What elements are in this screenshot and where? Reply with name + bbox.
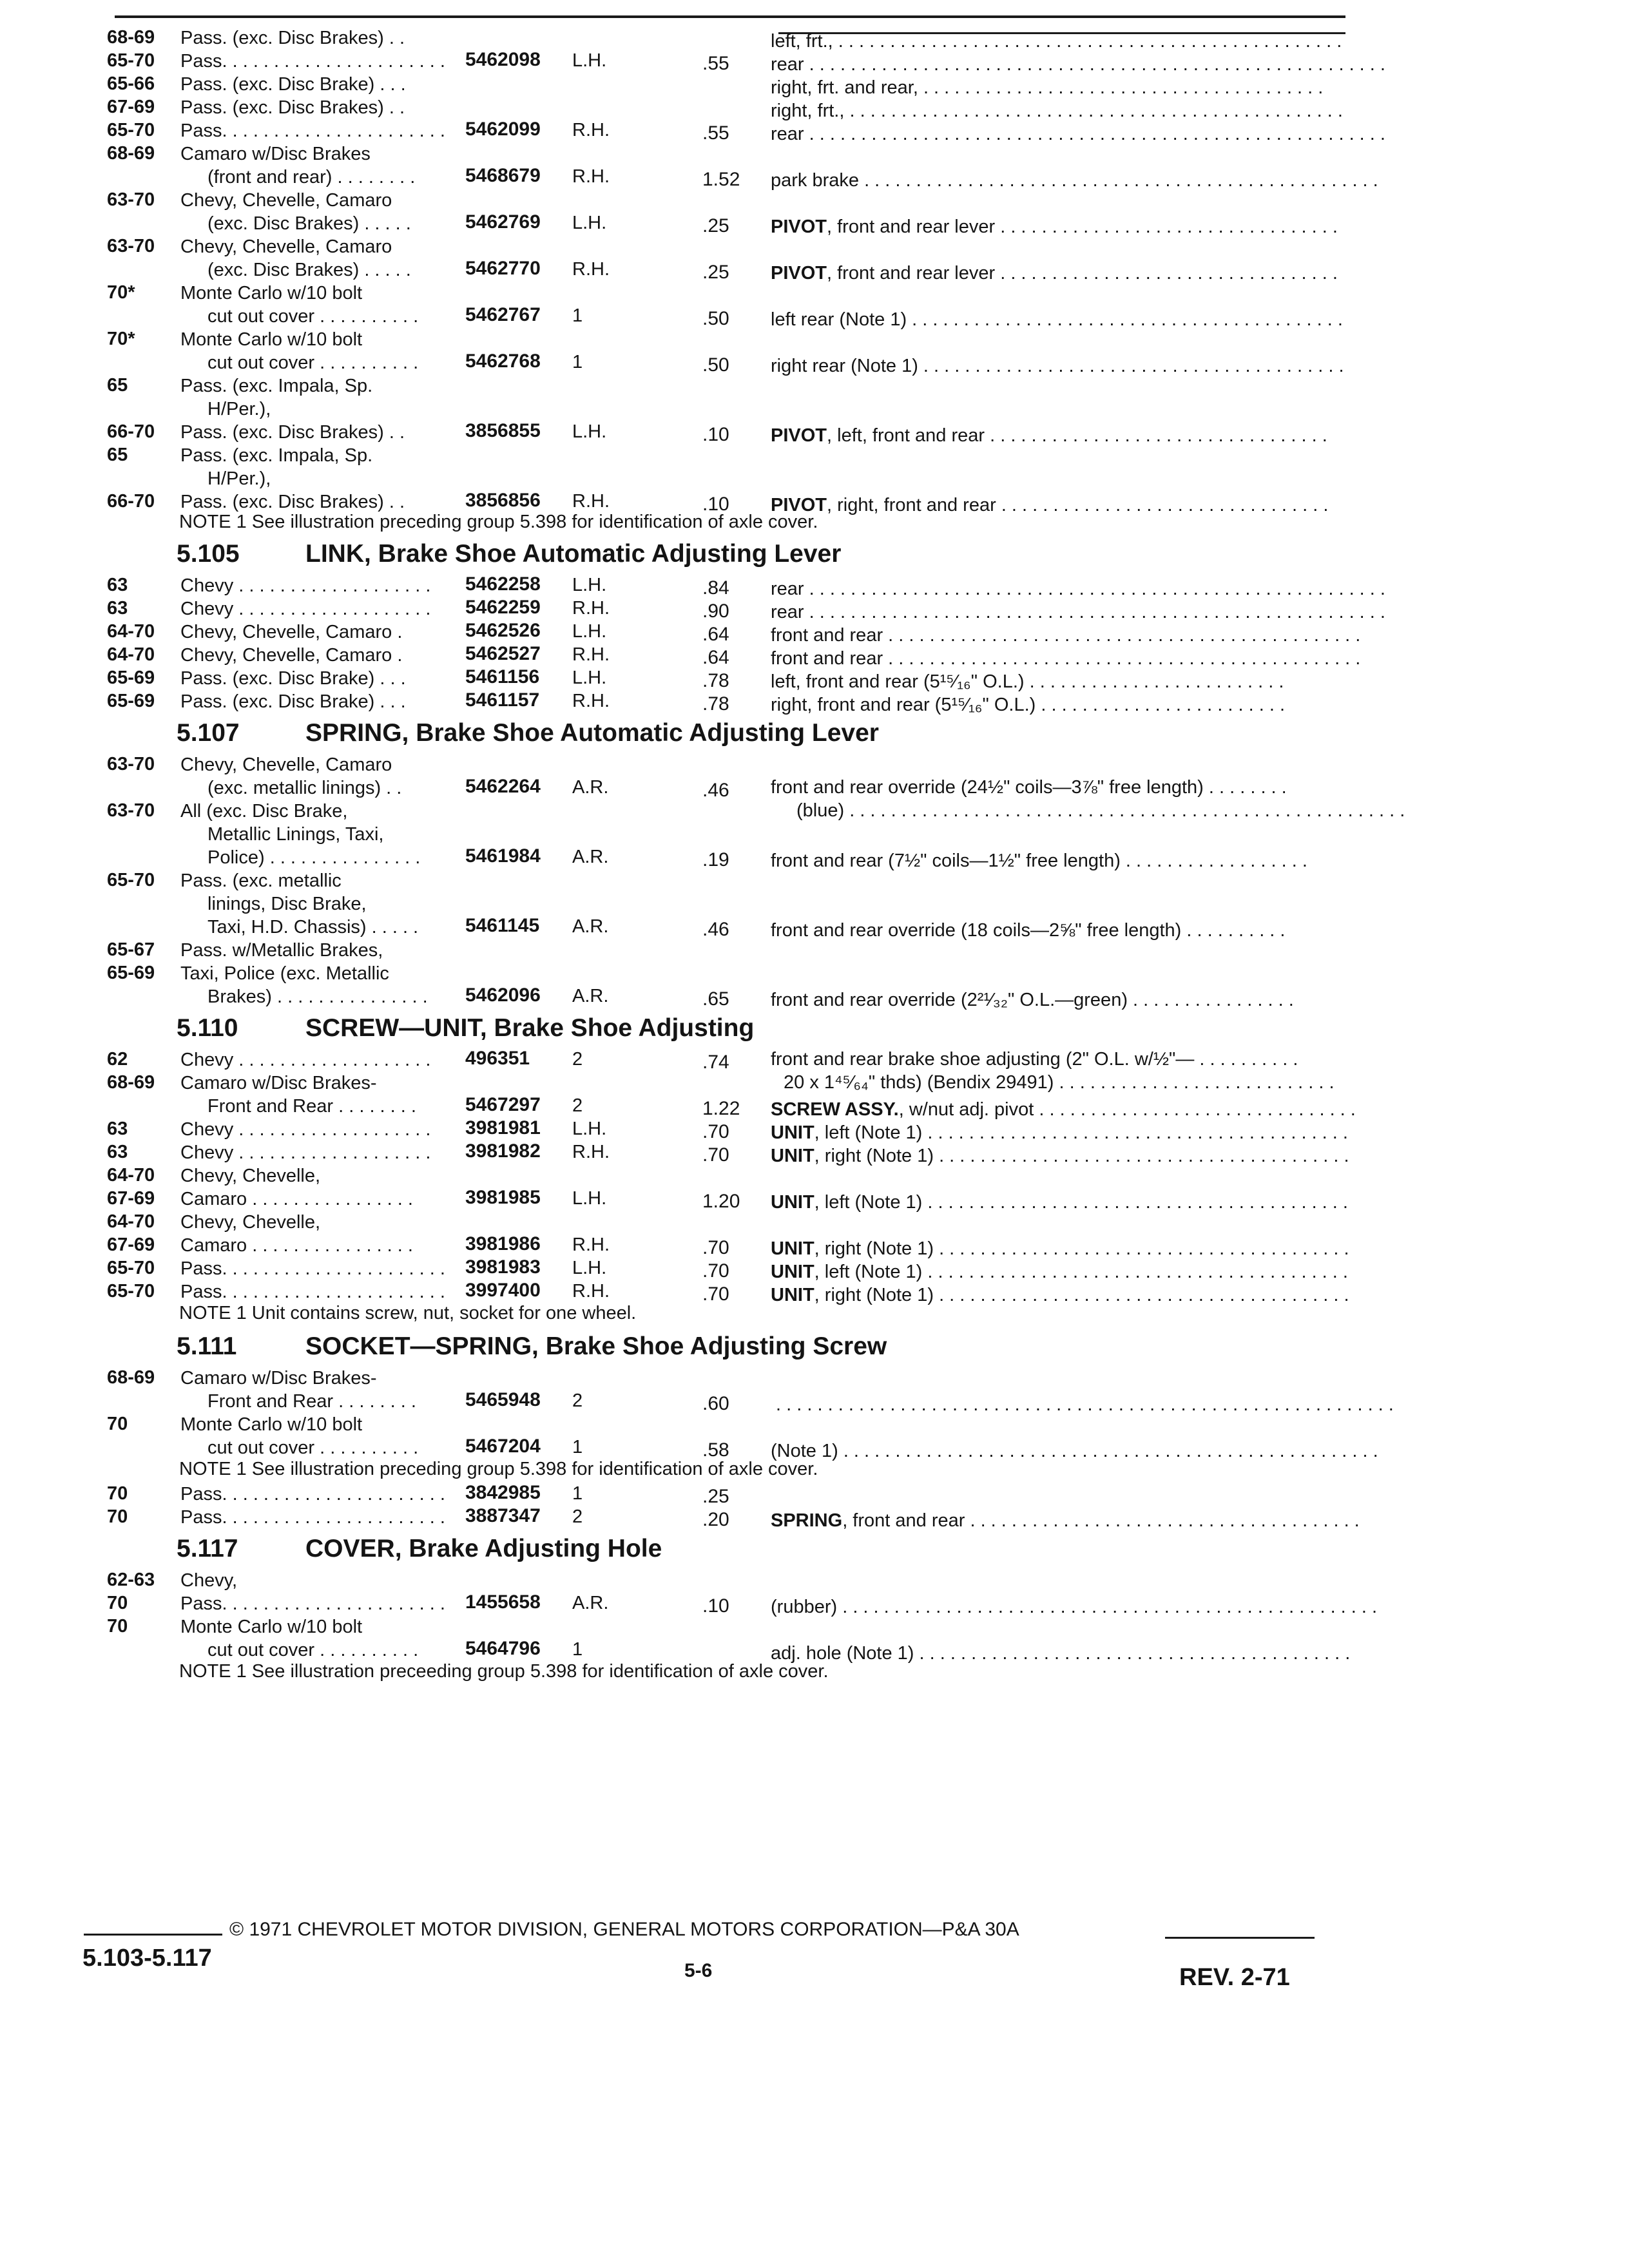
top-row-9-year: 70* [107, 329, 135, 349]
section-2-row-9-desc: Pass. . . . . . . . . . . . . . . . . . . . . . [180, 1282, 445, 1302]
top-row-1-part-number: 5462098 [465, 49, 541, 70]
section-2-row-0-description-right: 20 x 1⁴⁵⁄₆₄" thds) (Bendix 29491) . . . . . . . . . . . . . . . . . . . . . . . . . . . [784, 1072, 1340, 1093]
section-3-row-after-1-price: .20 [702, 1509, 729, 1530]
top-row-7-desc: Chevy, Chevelle, Camaro [180, 236, 392, 257]
section-title: SCREW—UNIT, Brake Shoe Adjusting [305, 1014, 755, 1042]
section-4-row-1-desc: Pass. . . . . . . . . . . . . . . . . . . . . . [180, 1593, 445, 1614]
section-code: 5.117 [177, 1535, 238, 1562]
top-row-10-desc: Pass. (exc. Impala, Sp. [180, 376, 373, 396]
section-2-row-2-price: .70 [702, 1121, 729, 1142]
section-0-row-0-year: 63 [107, 575, 128, 595]
top-row-11-side: L.H. [572, 421, 607, 442]
top-row-9-description-right: right rear (Note 1) . . . . . . . . . . . . . . . . . . . . . . . . . . . . . . . . . . . . . . . . . [771, 356, 1349, 376]
section-2-row-1-price: 1.22 [702, 1098, 740, 1119]
section-0-row-3-description-right: front and rear . . . . . . . . . . . . . . . . . . . . . . . . . . . . . . . . . . . . . . . . . . . . . . [771, 648, 1366, 669]
section-0-row-1-price: .90 [702, 601, 729, 622]
section-3-row-after-0-desc: Pass. . . . . . . . . . . . . . . . . . . . . . [180, 1484, 445, 1504]
section-1-row-2-side: A.R. [572, 916, 609, 937]
section-2-row-5-year: 67-69 [107, 1188, 155, 1209]
section-4-row-1-side: A.R. [572, 1593, 609, 1613]
section-0-row-0-part-number: 5462258 [465, 573, 541, 595]
section-0-row-4-side: L.H. [572, 668, 607, 688]
top-row-3-description-right: right, frt., . . . . . . . . . . . . . . . . . . . . . . . . . . . . . . . . . . . . . . . . . . . . . . . . [771, 101, 1348, 121]
footer-rule-right [1165, 1937, 1315, 1939]
section-2-row-0-year: 62 [107, 1049, 128, 1070]
section-3-row-1-description-right: (Note 1) . . . . . . . . . . . . . . . . . . . . . . . . . . . . . . . . . . . . . . . . . . . . . . . . . . . . [771, 1441, 1383, 1461]
section-heading [177, 540, 841, 568]
section-2-row-2-side: L.H. [572, 1119, 607, 1139]
section-1-row-4-year: 65-69 [107, 963, 155, 983]
top-row-8-description-right: left rear (Note 1) . . . . . . . . . . . . . . . . . . . . . . . . . . . . . . . . . . . . . . . . . . [771, 309, 1348, 330]
section-4-row-2-part-number: 5464796 [465, 1638, 541, 1659]
section-1-row-4-desc: Taxi, Police (exc. Metallic [180, 963, 389, 984]
section-2-row-3-side: R.H. [572, 1142, 610, 1162]
section-2-row-8-side: L.H. [572, 1258, 607, 1278]
top-row-1-year: 65-70 [107, 50, 155, 71]
section-2-row-0-desc: Chevy . . . . . . . . . . . . . . . . . . . [180, 1050, 431, 1070]
top-row-8-desc: cut out cover . . . . . . . . . . [207, 306, 419, 327]
section-2-row-7-description-right: UNIT, right (Note 1) . . . . . . . . . . . . . . . . . . . . . . . . . . . . . . . . . . . . . . . . [771, 1238, 1354, 1259]
section-0-row-2-price: .64 [702, 624, 729, 645]
section-3-row-0-desc: Front and Rear . . . . . . . . [207, 1391, 416, 1412]
section-heading [177, 1332, 887, 1361]
section-2-row-8-price: .70 [702, 1260, 729, 1282]
footer-rule-left [84, 1934, 222, 1936]
section-0-row-3-desc: Chevy, Chevelle, Camaro . [180, 645, 403, 666]
top-row-1-price: .55 [702, 53, 729, 74]
section-1-row-0-description-right: front and rear override (24½" coils—3⅞" free length) . . . . . . . . [771, 777, 1292, 798]
top-row-7-description-right: PIVOT, front and rear lever . . . . . . . . . . . . . . . . . . . . . . . . . . . . . . . . . [771, 263, 1343, 284]
section-4-row-1-price: .10 [702, 1595, 729, 1617]
top-row-6-side: L.H. [572, 213, 607, 233]
section-0-row-4-price: .78 [702, 670, 729, 691]
top-row-7-part-number: 5462770 [465, 258, 541, 279]
section-0-row-4-description-right: left, front and rear (5¹⁵⁄₁₆" O.L.) . . . . . . . . . . . . . . . . . . . . . . . . . [771, 671, 1289, 692]
section-1-row-1-price: .19 [702, 849, 729, 870]
section-2-row-9-price: .70 [702, 1283, 729, 1305]
section-2-row-7-desc: Camaro . . . . . . . . . . . . . . . . [180, 1235, 413, 1256]
section-4-row-2-side: 1 [572, 1639, 583, 1660]
section-1-row-1-description-right: front and rear (7½" coils—1½" free length) . . . . . . . . . . . . . . . . . . [771, 850, 1313, 871]
section-3-row-1-desc: cut out cover . . . . . . . . . . [207, 1437, 419, 1458]
top-row-2-year: 65-66 [107, 73, 155, 94]
section-2-row-4-desc: Chevy, Chevelle, [180, 1166, 321, 1186]
top-row-2-description-right: right, frt. and rear, . . . . . . . . . . . . . . . . . . . . . . . . . . . . . . . . . . . . . . . [771, 77, 1329, 98]
section-2-row-8-part-number: 3981983 [465, 1256, 541, 1278]
section-0-row-1-desc: Chevy . . . . . . . . . . . . . . . . . . . [180, 599, 431, 619]
section-1-row-0-desc: Chevy, Chevelle, Camaro [180, 754, 392, 775]
section-0-row-5-price: .78 [702, 693, 729, 715]
section-4-row-0-desc: Chevy, [180, 1570, 238, 1591]
section-0-row-3-side: R.H. [572, 644, 610, 665]
section-3-row-0-description-right: . . . . . . . . . . . . . . . . . . . . . . . . . . . . . . . . . . . . . . . . . . . . . . . . . . . . . . . . . . . . [771, 1394, 1399, 1415]
section-4-row-2-desc: Monte Carlo w/10 bolt [180, 1617, 363, 1637]
top-row-11-part-number: 3856855 [465, 420, 541, 441]
top-row-7-desc: (exc. Disc Brakes) . . . . . [207, 260, 411, 280]
section-3-row-0-price: .60 [702, 1393, 729, 1414]
section-1-row-0-year: 63-70 [107, 754, 155, 774]
section-3-row-after-1-description-right: SPRING, front and rear . . . . . . . . . . . . . . . . . . . . . . . . . . . . . . . . . . . . . . [771, 1510, 1365, 1531]
section-2-row-0-part-number: 496351 [465, 1048, 530, 1069]
section-1-row-4-price: .65 [702, 988, 729, 1010]
section-2-row-3-desc: Chevy . . . . . . . . . . . . . . . . . . . [180, 1142, 431, 1163]
section-3-row-1-desc: Monte Carlo w/10 bolt [180, 1414, 363, 1435]
top-row-4-year: 65-70 [107, 120, 155, 140]
top-row-5-side: R.H. [572, 166, 610, 187]
section-2-row-7-year: 67-69 [107, 1235, 155, 1255]
top-row-12-desc: H/Per.), [207, 468, 271, 489]
top-row-3-year: 67-69 [107, 97, 155, 117]
top-row-4-part-number: 5462099 [465, 119, 541, 140]
section-2-row-5-part-number: 3981985 [465, 1187, 541, 1208]
section-1-row-0-desc: (exc. metallic linings) . . [207, 778, 402, 798]
top-row-11-year: 66-70 [107, 421, 155, 442]
top-row-12-desc: Pass. (exc. Impala, Sp. [180, 445, 373, 466]
section-title: LINK, Brake Shoe Automatic Adjusting Lever [305, 540, 842, 568]
top-row-13-description-right: PIVOT, right, front and rear . . . . . . . . . . . . . . . . . . . . . . . . . . . . . . . . [771, 495, 1334, 515]
section-1-row-0-part-number: 5462264 [465, 776, 541, 797]
section-2-row-2-desc: Chevy . . . . . . . . . . . . . . . . . . . [180, 1119, 431, 1140]
top-row-8-part-number: 5462767 [465, 304, 541, 325]
footer-revision: REV. 2-71 [1179, 1964, 1290, 1991]
section-heading [177, 1535, 662, 1563]
section-2-row-2-part-number: 3981981 [465, 1117, 541, 1139]
section-0-row-4-year: 65-69 [107, 668, 155, 688]
section-note: NOTE 1 Unit contains screw, nut, socket for one wheel. [179, 1303, 637, 1323]
section-0-row-5-part-number: 5461157 [465, 689, 540, 711]
top-row-2-desc: Pass. (exc. Disc Brake) . . . [180, 74, 406, 95]
top-row-9-part-number: 5462768 [465, 351, 541, 372]
section-code: 5.105 [177, 540, 240, 568]
section-2-row-2-year: 63 [107, 1119, 128, 1139]
section-2-row-9-side: R.H. [572, 1281, 610, 1302]
section-0-row-4-desc: Pass. (exc. Disc Brake) . . . [180, 668, 406, 689]
top-row-12-year: 65 [107, 445, 128, 465]
top-row-3-desc: Pass. (exc. Disc Brakes) . . [180, 97, 405, 118]
section-0-row-2-side: L.H. [572, 621, 607, 642]
section-note: NOTE 1 See illustration preceding group 5.398 for identification of axle cover. [179, 1459, 818, 1479]
top-row-6-year: 63-70 [107, 189, 155, 210]
top-row-4-side: R.H. [572, 120, 610, 140]
section-1-row-1-part-number: 5461984 [465, 845, 541, 867]
top-row-11-desc: Pass. (exc. Disc Brakes) . . [180, 422, 405, 443]
section-3-row-after-1-desc: Pass. . . . . . . . . . . . . . . . . . . . . . [180, 1507, 445, 1528]
top-row-8-desc: Monte Carlo w/10 bolt [180, 283, 363, 303]
top-row-5-part-number: 5468679 [465, 165, 541, 186]
section-title: SPRING, Brake Shoe Automatic Adjusting Lever [305, 719, 879, 747]
section-1-row-2-part-number: 5461145 [465, 915, 540, 936]
section-3-row-0-side: 2 [572, 1390, 583, 1411]
section-1-row-1-side: A.R. [572, 847, 609, 867]
top-row-8-year: 70* [107, 282, 135, 303]
top-row-13-price: .10 [702, 494, 729, 515]
section-2-row-2-description-right: UNIT, left (Note 1) . . . . . . . . . . . . . . . . . . . . . . . . . . . . . . . . . . . . . . . . . [771, 1122, 1354, 1143]
section-2-row-6-desc: Chevy, Chevelle, [180, 1212, 321, 1233]
top-row-9-desc: Monte Carlo w/10 bolt [180, 329, 363, 350]
section-1-row-2-price: .46 [702, 919, 729, 940]
top-row-11-price: .10 [702, 424, 729, 445]
section-2-row-4-year: 64-70 [107, 1165, 155, 1186]
top-row-5-year: 68-69 [107, 143, 155, 164]
top-row-6-desc: Chevy, Chevelle, Camaro [180, 190, 392, 211]
section-1-row-3-desc: Pass. w/Metallic Brakes, [180, 940, 383, 961]
top-row-5-description-right: park brake . . . . . . . . . . . . . . . . . . . . . . . . . . . . . . . . . . . . . . . . . . . . . . . . . . [771, 170, 1383, 191]
section-3-row-after-0-year: 70 [107, 1483, 128, 1504]
section-2-row-5-description-right: UNIT, left (Note 1) . . . . . . . . . . . . . . . . . . . . . . . . . . . . . . . . . . . . . . . . . [771, 1192, 1354, 1213]
section-0-row-0-price: .84 [702, 577, 729, 599]
section-1-row-0-description-right: (blue) . . . . . . . . . . . . . . . . . . . . . . . . . . . . . . . . . . . . . . . . . . . . . . . . . . . . . . [796, 800, 1411, 821]
top-row-6-description-right: PIVOT, front and rear lever . . . . . . . . . . . . . . . . . . . . . . . . . . . . . . . . . [771, 216, 1343, 237]
section-2-row-8-desc: Pass. . . . . . . . . . . . . . . . . . . . . . [180, 1258, 445, 1279]
section-2-row-3-description-right: UNIT, right (Note 1) . . . . . . . . . . . . . . . . . . . . . . . . . . . . . . . . . . . . . . . . [771, 1146, 1354, 1166]
top-row-6-desc: (exc. Disc Brakes) . . . . . [207, 213, 411, 234]
top-row-1-description-right: rear . . . . . . . . . . . . . . . . . . . . . . . . . . . . . . . . . . . . . . . . . . . . . . . . . . . . . . . . [771, 54, 1391, 75]
section-1-row-4-side: A.R. [572, 986, 609, 1006]
top-row-5-desc: (front and rear) . . . . . . . . [207, 167, 416, 187]
section-1-row-4-part-number: 5462096 [465, 985, 541, 1006]
footer-copyright: © 1971 CHEVROLET MOTOR DIVISION, GENERAL MOTORS CORPORATION—P&A 30A [229, 1919, 1019, 1940]
section-2-row-9-part-number: 3997400 [465, 1280, 541, 1301]
section-2-row-1-part-number: 5467297 [465, 1094, 541, 1115]
top-row-4-description-right: rear . . . . . . . . . . . . . . . . . . . . . . . . . . . . . . . . . . . . . . . . . . . . . . . . . . . . . . . . [771, 124, 1391, 144]
section-2-row-3-price: .70 [702, 1144, 729, 1166]
top-row-10-desc: H/Per.), [207, 399, 271, 419]
section-2-row-1-description-right: SCREW ASSY., w/nut adj. pivot . . . . . . . . . . . . . . . . . . . . . . . . . . . . . . . [771, 1099, 1361, 1120]
top-row-6-part-number: 5462769 [465, 211, 541, 233]
top-row-0-description-right: left, frt., . . . . . . . . . . . . . . . . . . . . . . . . . . . . . . . . . . . . . . . . . . . . . . . . . [771, 31, 1347, 52]
section-2-row-0-description-right: front and rear brake shoe adjusting (2" O.L. w/½"— . . . . . . . . . . [771, 1049, 1304, 1070]
top-row-7-price: .25 [702, 262, 729, 283]
section-3-row-1-year: 70 [107, 1414, 128, 1434]
section-4-row-2-year: 70 [107, 1616, 128, 1637]
section-0-row-1-part-number: 5462259 [465, 597, 541, 618]
section-0-row-5-side: R.H. [572, 691, 610, 711]
section-2-row-8-year: 65-70 [107, 1258, 155, 1278]
section-3-row-after-1-year: 70 [107, 1506, 128, 1527]
section-0-row-5-desc: Pass. (exc. Disc Brake) . . . [180, 691, 406, 712]
section-1-row-2-desc: Taxi, H.D. Chassis) . . . . . [207, 917, 419, 937]
section-0-row-0-side: L.H. [572, 575, 607, 595]
section-4-row-1-part-number: 1455658 [465, 1591, 541, 1613]
section-4-row-1-description-right: (rubber) . . . . . . . . . . . . . . . . . . . . . . . . . . . . . . . . . . . . . . . . . . . . . . . . . . . . [771, 1597, 1383, 1617]
section-0-row-1-side: R.H. [572, 598, 610, 619]
section-2-row-1-year: 68-69 [107, 1072, 155, 1093]
top-row-0-desc: Pass. (exc. Disc Brakes) . . [180, 28, 405, 48]
section-heading [177, 1014, 754, 1043]
top-row-7-year: 63-70 [107, 236, 155, 256]
section-2-row-3-year: 63 [107, 1142, 128, 1162]
section-0-row-5-description-right: right, front and rear (5¹⁵⁄₁₆" O.L.) . . . . . . . . . . . . . . . . . . . . . . . . [771, 695, 1291, 715]
top-row-1-side: L.H. [572, 50, 607, 71]
section-title: SOCKET—SPRING, Brake Shoe Adjusting Screw [305, 1332, 887, 1360]
section-2-row-8-description-right: UNIT, left (Note 1) . . . . . . . . . . . . . . . . . . . . . . . . . . . . . . . . . . . . . . . . . [771, 1262, 1354, 1282]
top-row-5-price: 1.52 [702, 169, 740, 190]
section-1-row-1-desc: All (exc. Disc Brake, [180, 801, 348, 822]
section-2-row-5-side: L.H. [572, 1188, 607, 1209]
section-heading [177, 719, 879, 747]
section-3-row-0-desc: Camaro w/Disc Brakes- [180, 1368, 377, 1389]
top-row-10-year: 65 [107, 375, 128, 396]
section-3-row-1-side: 1 [572, 1437, 583, 1457]
section-2-row-0-price: .74 [702, 1052, 729, 1073]
section-2-row-5-desc: Camaro . . . . . . . . . . . . . . . . [180, 1189, 413, 1209]
section-2-row-9-year: 65-70 [107, 1281, 155, 1302]
footer-page-number: 5-6 [684, 1960, 713, 1981]
section-3-row-1-price: .58 [702, 1439, 729, 1461]
section-4-row-1-year: 70 [107, 1593, 128, 1613]
section-0-row-0-desc: Chevy . . . . . . . . . . . . . . . . . . . [180, 575, 431, 596]
top-row-5-desc: Camaro w/Disc Brakes [180, 144, 371, 164]
top-row-4-price: .55 [702, 122, 729, 144]
section-3-row-0-year: 68-69 [107, 1367, 155, 1388]
section-2-row-1-desc: Camaro w/Disc Brakes- [180, 1073, 377, 1093]
section-0-row-3-price: .64 [702, 647, 729, 668]
section-1-row-1-desc: Metallic Linings, Taxi, [207, 824, 384, 845]
section-0-row-2-part-number: 5462526 [465, 620, 541, 641]
top-row-11-description-right: PIVOT, left, front and rear . . . . . . . . . . . . . . . . . . . . . . . . . . . . . . . . . [771, 425, 1333, 446]
section-3-row-after-0-price: .25 [702, 1486, 729, 1507]
top-row-13-side: R.H. [572, 491, 610, 512]
section-2-row-1-desc: Front and Rear . . . . . . . . [207, 1096, 416, 1117]
section-1-row-2-desc: Pass. (exc. metallic [180, 870, 342, 891]
section-1-row-2-desc: linings, Disc Brake, [207, 894, 367, 914]
top-row-9-side: 1 [572, 352, 583, 372]
section-2-row-5-price: 1.20 [702, 1191, 740, 1212]
section-1-row-0-price: .46 [702, 780, 729, 801]
section-0-row-5-year: 65-69 [107, 691, 155, 711]
top-row-8-price: .50 [702, 308, 729, 329]
section-code: 5.111 [177, 1332, 237, 1360]
section-1-row-1-year: 63-70 [107, 800, 155, 821]
section-0-row-2-year: 64-70 [107, 621, 155, 642]
top-row-1-desc: Pass. . . . . . . . . . . . . . . . . . . . . . [180, 51, 445, 72]
section-3-row-1-part-number: 5467204 [465, 1436, 541, 1457]
section-2-row-0-side: 2 [572, 1049, 583, 1070]
section-title: COVER, Brake Adjusting Hole [305, 1535, 662, 1562]
section-0-row-2-description-right: front and rear . . . . . . . . . . . . . . . . . . . . . . . . . . . . . . . . . . . . . . . . . . . . . . [771, 625, 1366, 646]
top-row-13-part-number: 3856856 [465, 490, 541, 511]
section-0-row-1-description-right: rear . . . . . . . . . . . . . . . . . . . . . . . . . . . . . . . . . . . . . . . . . . . . . . . . . . . . . . . . [771, 602, 1391, 622]
section-2-row-6-year: 64-70 [107, 1211, 155, 1232]
section-0-row-4-part-number: 5461156 [465, 666, 540, 687]
section-4-row-0-year: 62-63 [107, 1570, 155, 1590]
section-note: NOTE 1 See illustration preceeding group 5.398 for identification of axle cover. [179, 1661, 829, 1682]
top-row-13-desc: Pass. (exc. Disc Brakes) . . [180, 492, 405, 512]
section-code: 5.110 [177, 1014, 238, 1042]
top-row-6-price: .25 [702, 215, 729, 236]
section-1-row-1-desc: Police) . . . . . . . . . . . . . . . [207, 847, 421, 868]
section-3-row-after-0-part-number: 3842985 [465, 1482, 541, 1503]
section-2-row-7-price: .70 [702, 1237, 729, 1258]
section-2-row-3-part-number: 3981982 [465, 1140, 541, 1162]
section-3-row-after-0-side: 1 [572, 1483, 583, 1504]
section-1-row-2-description-right: front and rear override (18 coils—2⅝" free length) . . . . . . . . . . [771, 920, 1291, 941]
top-note: NOTE 1 See illustration preceding group 5.398 for identification of axle cover. [179, 512, 818, 532]
section-0-row-3-year: 64-70 [107, 644, 155, 665]
section-1-row-4-desc: Brakes) . . . . . . . . . . . . . . . [207, 986, 428, 1007]
section-1-row-3-year: 65-67 [107, 939, 155, 960]
section-4-row-2-desc: cut out cover . . . . . . . . . . [207, 1640, 419, 1660]
section-0-row-0-description-right: rear . . . . . . . . . . . . . . . . . . . . . . . . . . . . . . . . . . . . . . . . . . . . . . . . . . . . . . . . [771, 579, 1391, 599]
section-3-row-after-1-side: 2 [572, 1506, 583, 1527]
section-0-row-1-year: 63 [107, 598, 128, 619]
top-row-9-price: .50 [702, 354, 729, 376]
section-1-row-0-side: A.R. [572, 777, 609, 798]
section-3-row-after-1-part-number: 3887347 [465, 1505, 541, 1526]
top-row-4-desc: Pass. . . . . . . . . . . . . . . . . . . . . . [180, 120, 445, 141]
section-2-row-9-description-right: UNIT, right (Note 1) . . . . . . . . . . . . . . . . . . . . . . . . . . . . . . . . . . . . . . . . [771, 1285, 1354, 1305]
section-0-row-3-part-number: 5462527 [465, 643, 541, 664]
section-1-row-2-year: 65-70 [107, 870, 155, 890]
section-3-row-0-part-number: 5465948 [465, 1389, 541, 1410]
section-0-row-2-desc: Chevy, Chevelle, Camaro . [180, 622, 403, 642]
top-row-13-year: 66-70 [107, 491, 155, 512]
section-4-row-2-description-right: adj. hole (Note 1) . . . . . . . . . . . . . . . . . . . . . . . . . . . . . . . . . . . . . . . . . . [771, 1643, 1356, 1664]
top-row-7-side: R.H. [572, 259, 610, 280]
section-1-row-4-description-right: front and rear override (2²¹⁄₃₂" O.L.—green) . . . . . . . . . . . . . . . . [771, 990, 1299, 1010]
section-2-row-7-side: R.H. [572, 1235, 610, 1255]
section-2-row-7-part-number: 3981986 [465, 1233, 541, 1254]
section-code: 5.107 [177, 719, 240, 747]
top-row-9-desc: cut out cover . . . . . . . . . . [207, 352, 419, 373]
top-row-8-side: 1 [572, 305, 583, 326]
footer-group-range: 5.103-5.117 [82, 1945, 212, 1972]
top-rule [115, 15, 1345, 18]
section-2-row-1-side: 2 [572, 1095, 583, 1116]
top-row-0-year: 68-69 [107, 27, 155, 48]
